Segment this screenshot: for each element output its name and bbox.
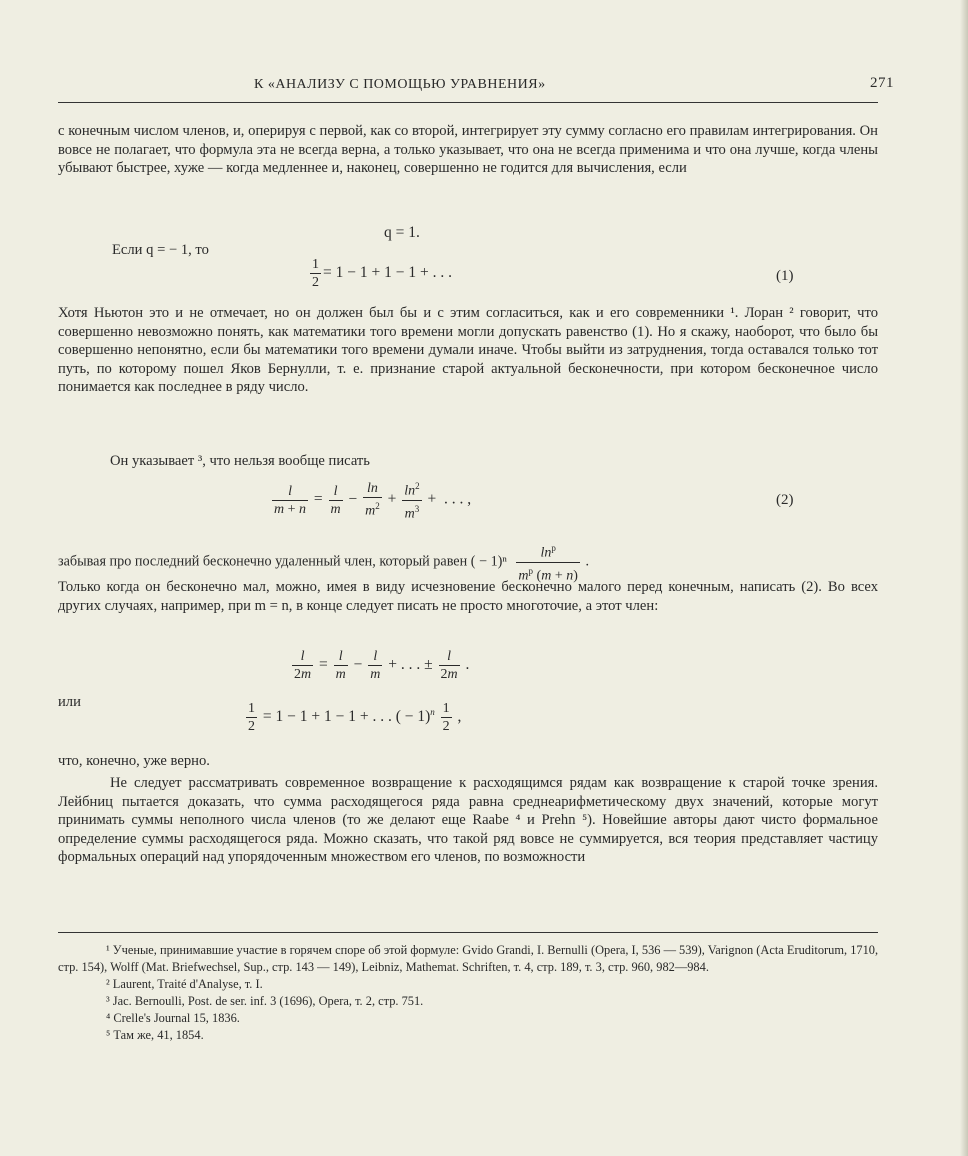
paragraph-5-text: Только когда он бесконечно мал, можно, имея в виду исчезновение бесконечно малого перед конечным, написать (2). Во всех других случаях, например, при m = n, в конце следует писать не просто многоточие, а этот член: xyxy=(58,579,878,614)
if-line: Если q = − 1, то xyxy=(112,242,209,258)
equation-q-equals-1: q = 1. xyxy=(384,224,420,241)
equation-4: $\frac{1}{2}$ = 1 − 1 + 1 − 1 + . . . ( − 1)$^n$ $\frac{1}{2}$ , xyxy=(248,701,462,734)
word-ili: или xyxy=(58,694,81,710)
footnote-2: ² Laurent, Traité d'Analyse, т. I. xyxy=(106,977,263,991)
running-header xyxy=(74,75,894,97)
paragraph-5 xyxy=(58,578,878,615)
paragraph-7 xyxy=(58,774,878,867)
paragraph-7-text: Не следует рассматривать современное возвращение к расходящимся рядам как возвращение к старой точке зрения. Лейбниц пытается доказать, что сумма расходящегося ряда равна среднеарифметическому двух значений, которые могут принимать суммы неполного числа членов (то же делают еще Raabe ⁴ и Prehn ⁵). Новейшие авторы дают чисто формальное определение суммы расходящегося ряда. Можно сказать, что такой ряд вовсе не суммируется, вся теория представляет частицу формальных операций над упорядоченным множеством его членов, по возможности xyxy=(58,775,878,866)
running-title: К «АНАЛИЗУ С ПОМОЩЬЮ УРАВНЕНИЯ» xyxy=(254,77,546,92)
fraction-one-half: $\frac{1}{2}$ xyxy=(312,257,319,290)
paragraph-3-text: Он указывает ³, что нельзя вообще писать xyxy=(110,453,370,469)
equation-3: $\frac{l}{2m}$ = $\frac{l}{m}$ − $\frac{l}{m}$ + . . . ± $\frac{l}{2m}$ . xyxy=(294,649,470,682)
paragraph-4: забывая про последний бесконечно удаленный член, который равен ( − 1)ⁿ $\frac{\ln^p}{m^p (m + n)}$ . xyxy=(58,540,589,584)
equation-number-2: (2) xyxy=(776,492,794,508)
paragraph-6 xyxy=(58,752,878,771)
footnote-5: ⁵ Там же, 41, 1854. xyxy=(106,1028,204,1042)
equation-1-rhs: = 1 − 1 + 1 − 1 + . . . xyxy=(323,264,452,282)
equation-number-1: (1) xyxy=(776,268,794,284)
header-rule xyxy=(58,102,878,103)
paragraph-1-text: с конечным числом членов, и, оперируя с первой, как со второй, интегрирует эту сумму согласно его правилам интегрирования. Он вовсе не полагает, что формула эта не всегда верна, а только указывает, что она не всегда применима и что она лучше, когда члены убывают быстрее, хуже — когда медленнее и, наконец, совершенно не годится для вычисления, если xyxy=(58,123,878,177)
footnote-1: ¹ Ученые, принимавшие участие в горячем споре об этой формуле: Gvido Grandi, I. Bernulli (Opera, I, 536 — 539), Varignon (Acta Eruditorum, 1710, стр. 154), Wolff (Mat. Briefwechsel, Sup., стр. 143 — 149), Leibniz, Mathemat. Schriften, т. 4, стр. 189, т. 3, стр. 960, 982—984. xyxy=(58,943,879,974)
paragraph-4-text: забывая про последний бесконечно удаленный член, который равен ( − 1)ⁿ xyxy=(58,553,507,570)
paragraph-6-text: что, конечно, уже верно. xyxy=(58,753,210,769)
footnote-rule xyxy=(58,932,878,933)
footnotes xyxy=(58,942,888,1044)
equation-2: $\frac{l}{m + n}$ = $\frac{l}{m}$ − $\frac{\ln}{m^2}$ + $\frac{\ln^2}{m^3}$ + . . . , xyxy=(270,478,471,522)
paragraph-1 xyxy=(58,122,878,178)
paragraph-3 xyxy=(58,452,878,471)
equation-1 xyxy=(308,256,452,291)
paragraph-2 xyxy=(58,304,878,397)
footnote-3: ³ Jac. Bernoulli, Post. de ser. inf. 3 (1696), Opera, т. 2, стр. 751. xyxy=(106,994,424,1008)
page-number: 271 xyxy=(870,75,894,91)
paragraph-2-text: Хотя Ньютон это и не отмечает, но он должен был бы и с этим согласиться, как и его современники ¹. Лоран ² говорит, что совершенно невозможно понять, как математики того времени могли допускать равенство (1). Но я скажу, наоборот, что было бы совершенно непонятно, если бы математики того времени думали иначе. Чтобы выйти из затруднения, тогда оставался только тот путь, по которому пошел Яков Бернулли, т. е. признание старой актуальной бесконечности, при котором бесконечное число понимается как последнее в ряду число. xyxy=(58,305,878,396)
footnote-4: ⁴ Crelle's Journal 15, 1836. xyxy=(106,1011,240,1025)
scan-edge-shadow xyxy=(960,0,968,1156)
